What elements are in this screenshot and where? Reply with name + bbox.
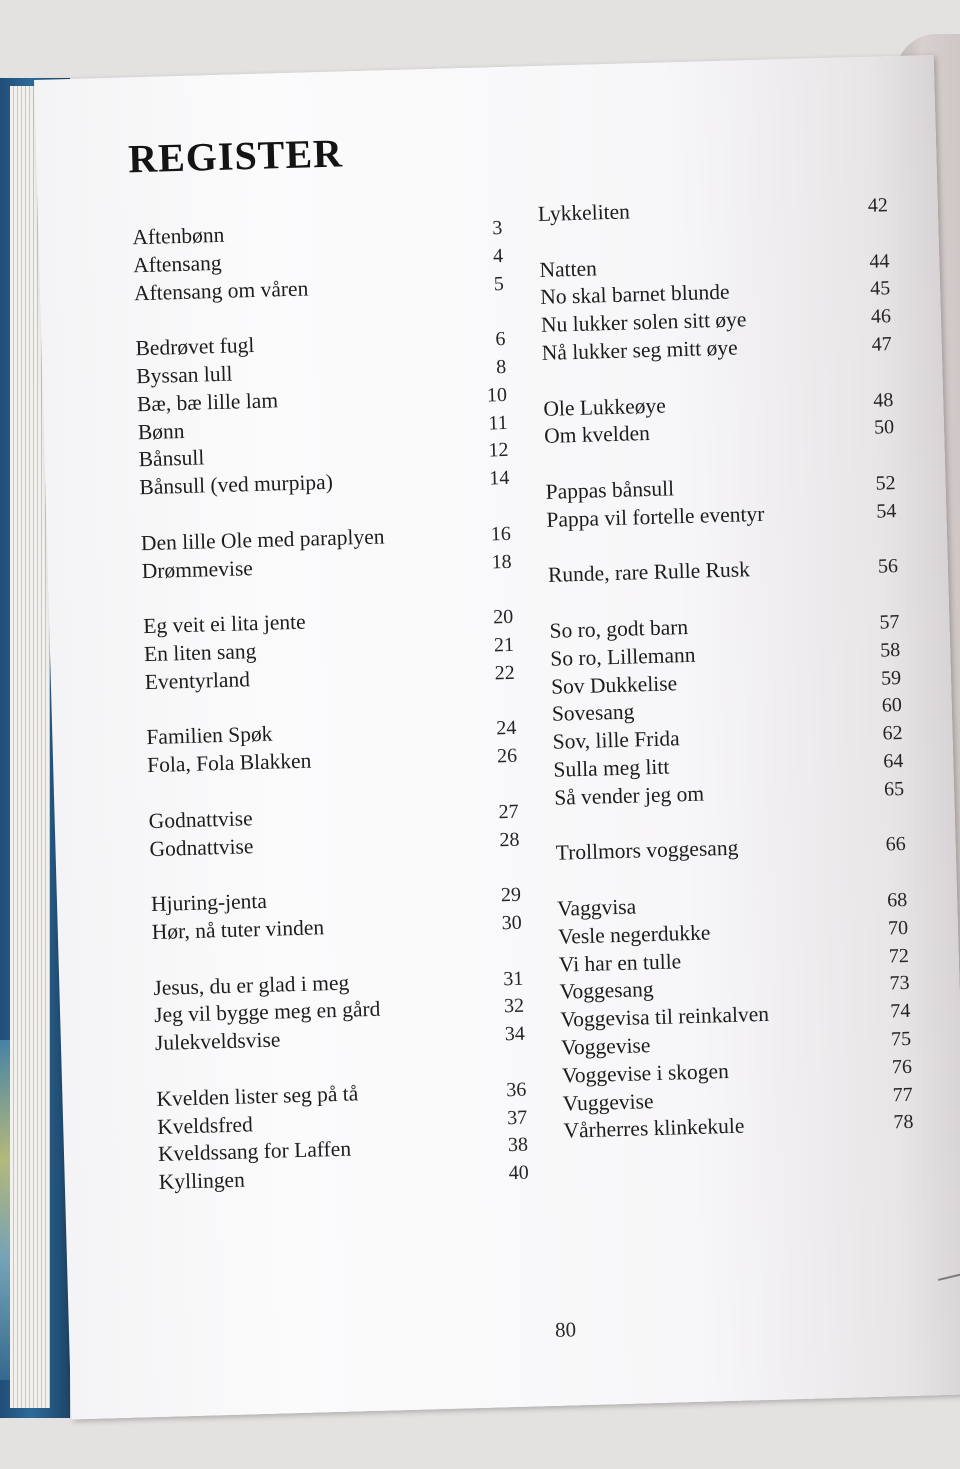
song-page-number: 75	[890, 1027, 912, 1051]
page-title: REGISTER	[127, 130, 344, 182]
song-page-number: 20	[492, 605, 514, 629]
song-title: Hør, nå tuter vinden	[151, 915, 325, 944]
song-page-number: 72	[888, 944, 910, 967]
song-title: So ro, godt barn	[549, 614, 689, 643]
song-page-number: 28	[499, 828, 520, 851]
song-page-number: 12	[488, 439, 509, 462]
song-title: Kvelden lister seg på tå	[156, 1081, 359, 1111]
song-title: Julekveldsvise	[154, 1027, 281, 1056]
song-title: Voggesang	[559, 977, 654, 1004]
song-page-number: 22	[494, 661, 516, 685]
song-page-number: 16	[490, 522, 512, 546]
song-title: Voggevise i skogen	[561, 1058, 730, 1088]
song-page-number: 29	[500, 883, 522, 907]
song-page-number: 27	[498, 800, 519, 824]
song-title: Bedrøvet fugl	[135, 333, 255, 361]
song-page-number: 24	[495, 717, 517, 740]
song-page-number: 5	[493, 272, 505, 295]
song-title: Vuggevise	[562, 1088, 654, 1116]
song-title: Nu lukker solen sitt øye	[540, 307, 747, 338]
song-title: So ro, Lillemann	[550, 642, 696, 671]
song-page-number: 56	[877, 555, 899, 578]
song-page-number: 76	[891, 1055, 913, 1079]
song-title: Hjuring-jenta	[150, 888, 268, 917]
song-title: Vårherres klinkekule	[563, 1113, 745, 1143]
song-title: Bånsull	[138, 445, 205, 472]
song-page-number: 77	[892, 1083, 913, 1106]
song-title: Fola, Fola Blakken	[146, 748, 312, 778]
song-page-number: 8	[495, 355, 507, 379]
song-title: No skal barnet blunde	[539, 280, 730, 310]
song-page-number: 38	[507, 1133, 529, 1157]
song-page-number: 54	[876, 499, 897, 523]
song-page-number: 21	[493, 633, 515, 657]
song-page-number: 57	[879, 611, 900, 634]
song-page-number: 37	[506, 1106, 528, 1129]
song-title: Lykkeliten	[537, 199, 631, 226]
song-title: Jeg vil bygge meg en gård	[153, 997, 381, 1028]
song-title: Voggevisa til reinkalven	[560, 1001, 770, 1032]
song-title: Aftenbønn	[132, 222, 225, 250]
song-page-number: 74	[890, 1000, 911, 1023]
book-page	[34, 55, 960, 1420]
song-title: Godnattvise	[148, 805, 253, 833]
song-title: Sov, lille Frida	[552, 726, 680, 754]
song-page-number: 60	[881, 694, 903, 717]
song-page-number: 59	[880, 666, 902, 690]
song-title: Runde, rare Rulle Rusk	[547, 557, 751, 588]
song-page-number: 50	[873, 416, 895, 440]
song-page-number: 73	[889, 972, 910, 995]
song-page-number: 11	[488, 411, 509, 435]
song-page-number: 58	[879, 638, 901, 662]
song-title: Bønn	[137, 418, 185, 444]
song-page-number: 14	[489, 467, 510, 490]
song-title: En liten sang	[143, 638, 257, 667]
song-title: Sulla meg litt	[553, 754, 670, 782]
song-page-number: 45	[869, 277, 891, 301]
song-page-number: 40	[508, 1161, 530, 1185]
song-title: Kyllingen	[158, 1167, 246, 1195]
song-page-number: 36	[506, 1078, 527, 1101]
song-page-number: 48	[872, 388, 894, 412]
song-title: Aftensang om våren	[133, 276, 309, 305]
song-page-number: 4	[492, 244, 504, 268]
song-page-number: 3	[492, 216, 503, 240]
song-page-number: 34	[504, 1022, 526, 1046]
song-page-number: 10	[486, 383, 508, 407]
song-title: Den lille Ole med paraplyen	[140, 524, 385, 555]
song-title: Vi har en tulle	[558, 948, 682, 977]
song-page-number: 65	[883, 777, 905, 801]
song-title: Pappa vil fortelle eventyr	[546, 501, 765, 532]
song-title: Vesle negerdukke	[557, 920, 711, 949]
song-page-number: 46	[870, 305, 892, 328]
song-page-number: 64	[883, 749, 904, 773]
song-title: Drømmevise	[141, 555, 254, 583]
song-title: Vaggvisa	[557, 894, 637, 921]
song-title: Sov Dukkelise	[550, 670, 678, 699]
song-title: Pappas bånsull	[545, 476, 675, 504]
song-title: Sovesang	[551, 699, 635, 727]
song-page-number: 32	[503, 994, 525, 1018]
song-page-number: 42	[867, 194, 889, 217]
song-page-number: 70	[887, 916, 909, 940]
song-page-number: 68	[886, 888, 908, 912]
song-title: Kveldsfred	[156, 1111, 254, 1139]
song-page-number: 44	[869, 249, 890, 273]
song-title: Så vender jeg om	[553, 781, 705, 810]
song-title: Godnattvise	[149, 833, 254, 861]
song-title: Voggevise	[560, 1033, 651, 1060]
song-page-number: 62	[882, 722, 903, 745]
song-page-number: 47	[871, 333, 893, 356]
song-title: Om kvelden	[543, 421, 651, 449]
song-title: Kveldssang for Laffen	[157, 1136, 352, 1167]
song-title: Familien Spøk	[146, 721, 273, 750]
song-page-number: 52	[875, 472, 896, 495]
song-title: Bånsull (ved murpipa)	[139, 469, 334, 500]
song-title: Nå lukker seg mitt øye	[541, 335, 738, 365]
song-page-number: 31	[502, 967, 524, 990]
song-page-number: 30	[501, 911, 523, 935]
register-left-column	[132, 215, 529, 1198]
song-title: Trollmors voggesang	[555, 835, 739, 866]
register-right-column	[538, 192, 914, 1146]
page-number: 80	[554, 1317, 577, 1342]
song-page-number: 78	[893, 1111, 914, 1134]
song-title: Natten	[539, 255, 598, 282]
song-title: Jesus, du er glad i meg	[153, 970, 350, 1000]
song-title: Bæ, bæ lille lam	[136, 388, 279, 417]
song-page-number: 6	[495, 328, 506, 351]
song-page-number: 66	[885, 833, 906, 856]
song-title: Ole Lukkeøye	[543, 393, 667, 421]
song-page-number: 26	[496, 744, 518, 768]
song-title: Eg veit ei lita jente	[142, 609, 306, 639]
song-title: Byssan lull	[135, 361, 233, 389]
song-title: Eventyrland	[144, 666, 251, 694]
song-page-number: 18	[491, 550, 512, 573]
song-title: Aftensang	[132, 250, 222, 278]
